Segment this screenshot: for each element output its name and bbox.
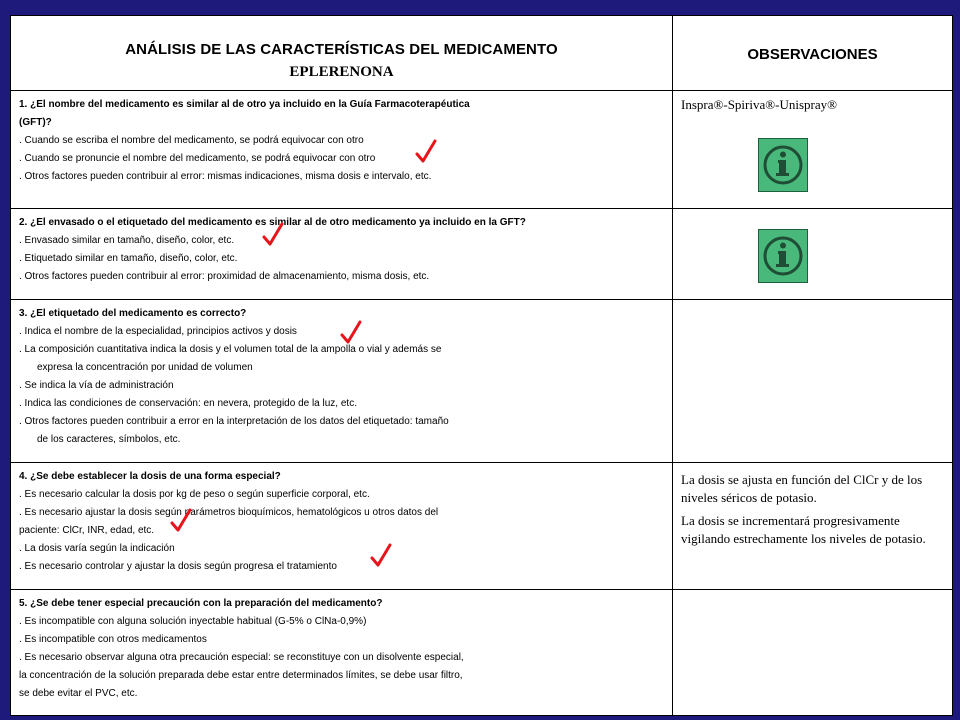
list-item: . Cuando se pronuncie el nombre del medicamento, se podrá equivocar con otro (19, 153, 376, 164)
check-mark-icon (340, 320, 362, 346)
check-mark-icon (262, 222, 284, 248)
list-item: . Es necesario controlar y ajustar la dosis según progresa el tratamiento (19, 561, 337, 572)
observation-cell-5 (673, 590, 953, 716)
list-item: . Es necesario calcular la dosis por kg de peso o según superficie corporal, etc. (19, 489, 370, 500)
question-5: 5. ¿Se debe tener especial precaución con la preparación del medicamento? (19, 598, 383, 609)
list-item: . Indica las condiciones de conservación: en nevera, protegido de la luz, etc. (19, 398, 357, 409)
table-row (11, 300, 953, 463)
list-item: se debe evitar el PVC, etc. (19, 688, 138, 699)
list-item: . Es necesario ajustar la dosis según parámetros bioquímicos, hematológicos u otros datos del (19, 507, 439, 518)
question-cell-2 (11, 209, 673, 300)
list-item: . Cuando se escriba el nombre del medicamento, se podrá equivocar con otro (19, 135, 364, 146)
list-item: . Se indica la vía de administración (19, 380, 174, 391)
question-cell-4 (11, 463, 673, 590)
drug-name: EPLERENONA (289, 64, 394, 80)
list-item: . Es incompatible con otros medicamentos (19, 634, 207, 645)
check-mark-icon (370, 543, 392, 569)
question-3: 3. ¿El etiquetado del medicamento es correcto? (19, 308, 247, 319)
question-1: 1. ¿El nombre del medicamento es similar al de otro ya incluido en la Guía Farmacoterapéutica (19, 99, 470, 110)
table-header-row (11, 16, 953, 91)
list-item: . Envasado similar en tamaño, diseño, color, etc. (19, 235, 235, 246)
check-mark-icon (170, 508, 192, 534)
table-row (11, 590, 953, 716)
question-cell-5 (11, 590, 673, 716)
list-item: . Es necesario observar alguna otra precaución especial: se reconstituye con un disolvente especial, (19, 652, 464, 663)
list-item: . La dosis varía según la indicación (19, 543, 175, 554)
header-right-cell (673, 16, 953, 91)
observation-4-text-1: La dosis se ajusta en función del ClCr y de los niveles séricos de potasio. (681, 472, 923, 505)
list-item: la concentración de la solución preparada debe estar entre determinados límites, se debe usar filtro, (19, 670, 463, 681)
info-icon[interactable] (758, 229, 808, 283)
observation-cell-2 (673, 209, 953, 300)
list-item: . Etiquetado similar en tamaño, diseño, color, etc. (19, 253, 238, 264)
list-item: de los caracteres, símbolos, etc. (37, 434, 181, 445)
page-title: ANÁLISIS DE LAS CARACTERÍSTICAS DEL MEDICAMENTO (125, 41, 558, 58)
observation-1-text: Inspra®-Spiriva®-Unispray® (681, 97, 837, 112)
list-item: . Otros factores pueden contribuir a error en la interpretación de los datos del etiquetado: tamaño (19, 416, 449, 427)
analysis-sheet (10, 15, 952, 715)
table-row (11, 209, 953, 300)
observation-cell-1 (673, 91, 953, 209)
analysis-table (10, 15, 953, 716)
list-item: . Indica el nombre de la especialidad, principios activos y dosis (19, 326, 297, 337)
table-row (11, 91, 953, 209)
question-1-cont: (GFT)? (19, 117, 52, 128)
observations-heading: OBSERVACIONES (747, 46, 878, 63)
header-left-cell (11, 16, 673, 91)
list-item: . La composición cuantitativa indica la dosis y el volumen total de la ampolla o vial y además se (19, 344, 442, 355)
question-2: 2. ¿El envasado o el etiquetado del medicamento es similar al de otro medicamento ya incluido en la GFT? (19, 217, 526, 228)
list-item: . Es incompatible con alguna solución inyectable habitual (G-5% o ClNa-0,9%) (19, 616, 367, 627)
observation-cell-3 (673, 300, 953, 463)
info-icon[interactable] (758, 138, 808, 192)
observation-cell-4 (673, 463, 953, 590)
question-cell-1 (11, 91, 673, 209)
list-item: . Otros factores pueden contribuir al error: mismas indicaciones, misma dosis e intervalo, etc. (19, 171, 432, 182)
list-item: expresa la concentración por unidad de volumen (37, 362, 253, 373)
check-mark-icon (415, 139, 437, 165)
observation-4-text-2: La dosis se incrementará progresivamente vigilando estrechamente los niveles de potasio. (681, 513, 926, 546)
list-item: paciente: ClCr, INR, edad, etc. (19, 525, 155, 536)
table-row (11, 463, 953, 590)
list-item: . Otros factores pueden contribuir al error: proximidad de almacenamiento, misma dosis, etc. (19, 271, 430, 282)
question-4: 4. ¿Se debe establecer la dosis de una forma especial? (19, 471, 281, 482)
